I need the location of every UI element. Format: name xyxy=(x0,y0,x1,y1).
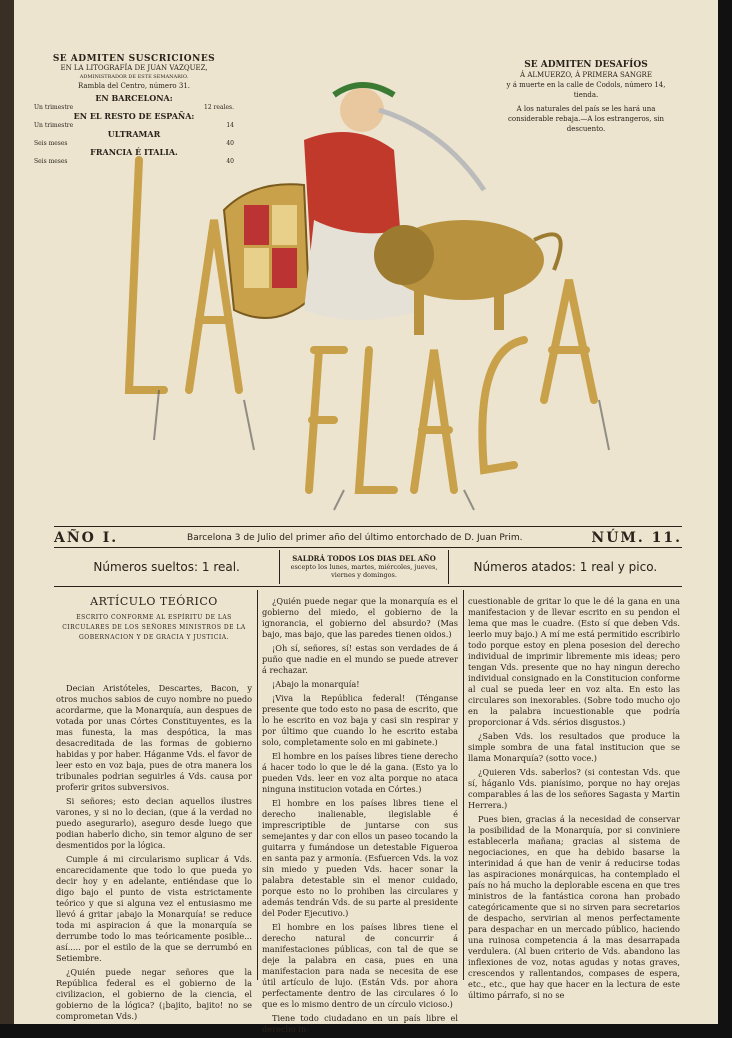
loose-price: Números sueltos: 1 real. xyxy=(93,560,240,574)
schedule-body: escepto los lunes, martes, miércoles, jueves, viernes y domingos. xyxy=(290,563,438,579)
subscription-line-3: Rambla del Centro, número 31. xyxy=(78,82,190,90)
rate-value: 12 reales. xyxy=(204,104,234,111)
rate-label: Un trimestre xyxy=(34,104,74,111)
rate-value: 14 xyxy=(226,122,234,129)
subscription-ultramar: ULTRAMAR xyxy=(107,129,161,139)
paragraph: cuestionable de gritar lo que le dé la gana en una manifestacion y de llevar escrito en su pendon el lema que mas le cuadre. (Esto sí que deben Vds. leerlo muy bajo.) A mí me está permitido escribirlo todo porque estoy en plena posesion del derecho individual de imprimir libremente mis ideas; pero tengan Vds. presente que no hay ningun derecho individual consignado en la Constitucion conforme al cual se pueda leer en voz alta. En esto las circulares son inexorables. (Sobre todo mucho ojo en la palabra incuestionable que podría proporcionar á Vds. sérios disgustos.) xyxy=(468,596,680,727)
column-1 xyxy=(56,596,252,1025)
paragraph: El hombre en los países libres tiene el derecho inalienable, ilegislable é imprescriptible de juntarse con sus semejantes y dar con ellos un paseo tocando la guitarra y fumándose un detestable Figueroa en santa paz y armonía. (Esfuercen Vds. la voz sin miedo y pueden Vds. hacer sonar la palabra detestable sin el menor cuidado, porque esto no lo prohiben las circulares y además tendrán Vds. de su parte al presidente del Poder Ejecutivo.) xyxy=(262,798,458,918)
column-3 xyxy=(468,596,680,1004)
paragraph: Si señores; esto decian aquellos ilustres varones, y si no lo decian, (que á la verdad no puedo asegurarlo), aseguro desde luego que podian haberlo dicho, sin temor alguno de ser desmentidos por la lógica. xyxy=(56,796,252,850)
column-separator xyxy=(257,590,258,980)
challenges-line-1: Á ALMUERZO, Á PRIMERA SANGRE xyxy=(520,71,652,79)
article-subtitle: ESCRITO CONFORME AL ESPÍRITU DE LAS CIRCULARES DE LOS SEÑORES MINISTROS DE LA GOBERNACION Y DE GRACIA Y JUSTICIA. xyxy=(62,614,246,641)
subscription-line-1: EN LA LITOGRAFÍA DE JUAN VAZQUEZ, xyxy=(60,64,208,72)
shield xyxy=(224,184,309,318)
rate-label: Un trimestre xyxy=(34,122,74,129)
newspaper-page xyxy=(14,0,718,1034)
dateline xyxy=(54,530,682,546)
bundled-price: Números atados: 1 real y pico. xyxy=(473,560,658,574)
paragraph: ¿Saben Vds. los resultados que produce la simple sombra de una fatal institucion que se llama Monarquía? (sotto voce.) xyxy=(468,731,680,763)
rule-bottom xyxy=(54,586,682,587)
paragraph: Cumple á mi circularismo suplicar á Vds. encarecidamente que todo lo que pueda yo decir hoy y en adelante, entiéndase que lo digo bajo el punto de vista estrictamente teórico y que si alguna vez el entusiasmo me llevó á gritar ¡abajo la Monarquía! se reduce toda mi aspiracion á que la monarquía se derrumbe todo lo mas teóricamente posible... así..... por el estilo de la que se derrumbó en Setiembre. xyxy=(56,854,252,963)
challenges-line-2: y á muerte en la calle de Codols, número 14, tienda. xyxy=(506,81,666,99)
price-row xyxy=(54,550,682,584)
paragraph: ¡Viva la República federal! (Ténganse presente que todo esto no pasa de escrito, que lo he escrito en voz baja y casi sin respirar y por último que cuando lo he escrito estaba solo, completamente solo en mi gabinete.) xyxy=(262,693,458,747)
paragraph: ¿Quieren Vds. saberlos? (si contestan Vds. que sí, háganlo Vds. pianísimo, porque no hay orejas comparables á las de los señores Sagasta y Martin Herrera.) xyxy=(468,767,680,810)
rule-top xyxy=(54,526,682,527)
paragraph: ¡Oh sí, señores, sí! estas son verdades de á puño que nadie en el mundo se puede atrever á rechazar. xyxy=(262,643,458,675)
schedule-box xyxy=(279,550,448,584)
paragraph: ¡Abajo la monarquía! xyxy=(272,679,360,689)
year-label: AÑO I. xyxy=(54,530,119,546)
paragraph: El hombre en los países libres tiene derecho á hacer todo lo que le dé la gana. (Esto ya lo pueden Vds. leer en voz alta porque no ataca ninguna institucion votada en Córtes.) xyxy=(262,751,458,794)
issue-number: NÚM. 11. xyxy=(591,530,682,546)
schedule-title: SALDRÁ TODOS LOS DIAS DEL AÑO xyxy=(292,554,436,563)
paragraph: Tiene todo ciudadano en un país libre el derecho in- xyxy=(262,1013,458,1034)
masthead-illustration xyxy=(104,70,664,510)
subscription-barcelona: EN BARCELONA: xyxy=(95,93,173,103)
paragraph: Pues bien, gracias á la necesidad de conservar la posibilidad de la Monarquía, por si conviniere establecerla mañana; gracias al sistema de negociaciones, en que ha debido basarse la interinidad á que han de venir á reducirse todas las aspiraciones monárquicas, ha contemplado el país no há mucho la deplorable escena en que tres ministros de la fantástica corona han probado categóricamente que si no sirven para secretarios de despacho, servirian al menos perfectamente para despachar en un mercado público, haciendo una ruinosa competencia á la mas desarrapada verdulera. (Al buen criterio de Vds. abandono las inflexiones de voz, notas agudas y notas graves, crescendos y rallentandos, compases de espera, etc., etc., que hay que hacer en la lectura de este último párrafo, si no se xyxy=(468,814,680,1000)
subscription-line-2: ADMINISTRADOR DE ESTE SEMANARIO. xyxy=(79,74,189,80)
paragraph: ¿Quién puede negar señores que la República federal es el gobierno de la civilizacion, el gobierno de la ciencia, el gobierno de la lógica? (¡bajito, bajito! no se comprometan Vds.) xyxy=(56,967,252,1021)
paragraph: Decian Aristóteles, Descartes, Bacon, y otros muchos sabios de cuyo nombre no puedo acordarme, que la Monarquía, aun despues de votada por unas Córtes Constituyentes, es la mas funesta, la mas despótica, la mas desacreditada de las formas de gobierno habidas y por haber. Háganme Vds. el favor de leer esto en voz baja, pues de otra manera los tribunales podrian seguirles á Vds. causa por proferir gritos subversivos. xyxy=(56,683,252,792)
lion xyxy=(374,220,561,335)
article-title: ARTÍCULO TEÓRICO xyxy=(90,595,218,608)
subscription-francia: FRANCIA É ITALIA. xyxy=(90,147,178,157)
book-spine xyxy=(0,0,14,1024)
subscription-heading: SE ADMITEN SUSCRICIONES xyxy=(52,54,216,64)
paragraph: El hombre en los países libres tiene el derecho natural de concurrir á manifestaciones públicas, con tal de que se deje la palabra en casa, pues en una manifestacion para nada se necesita de ese útil artículo de lujo. (Están Vds. por ahora perfectamente dentro de las circulares ó lo que es lo mismo dentro de un círculo vicioso.) xyxy=(262,922,458,1009)
rate-label: Seis meses xyxy=(34,140,68,147)
paragraph: ¿Quién puede negar que la monarquía es el gobierno del miedo, el gobierno de la ignorancia, el gobierno del absurdo? (Mas bajo, mas bajo, que las paredes tienen oidos.) xyxy=(262,596,458,639)
challenges-line-3: A los naturales del país se les hará una considerable rebaja.—A los estrangeros, sin descuento. xyxy=(507,105,665,133)
column-2 xyxy=(262,596,458,1038)
date-text: Barcelona 3 de Julio del primer año del último entorchado de D. Juan Prim. xyxy=(187,533,523,543)
subscription-resto: EN EL RESTO DE ESPAÑA: xyxy=(73,111,195,121)
column-separator xyxy=(463,590,464,980)
rate-value: 40 xyxy=(226,158,234,165)
challenges-heading: SE ADMITEN DESAFÍOS xyxy=(524,60,648,70)
rule-middle xyxy=(54,547,682,548)
rate-label: Seis meses xyxy=(34,158,68,165)
rate-value: 40 xyxy=(226,140,234,147)
